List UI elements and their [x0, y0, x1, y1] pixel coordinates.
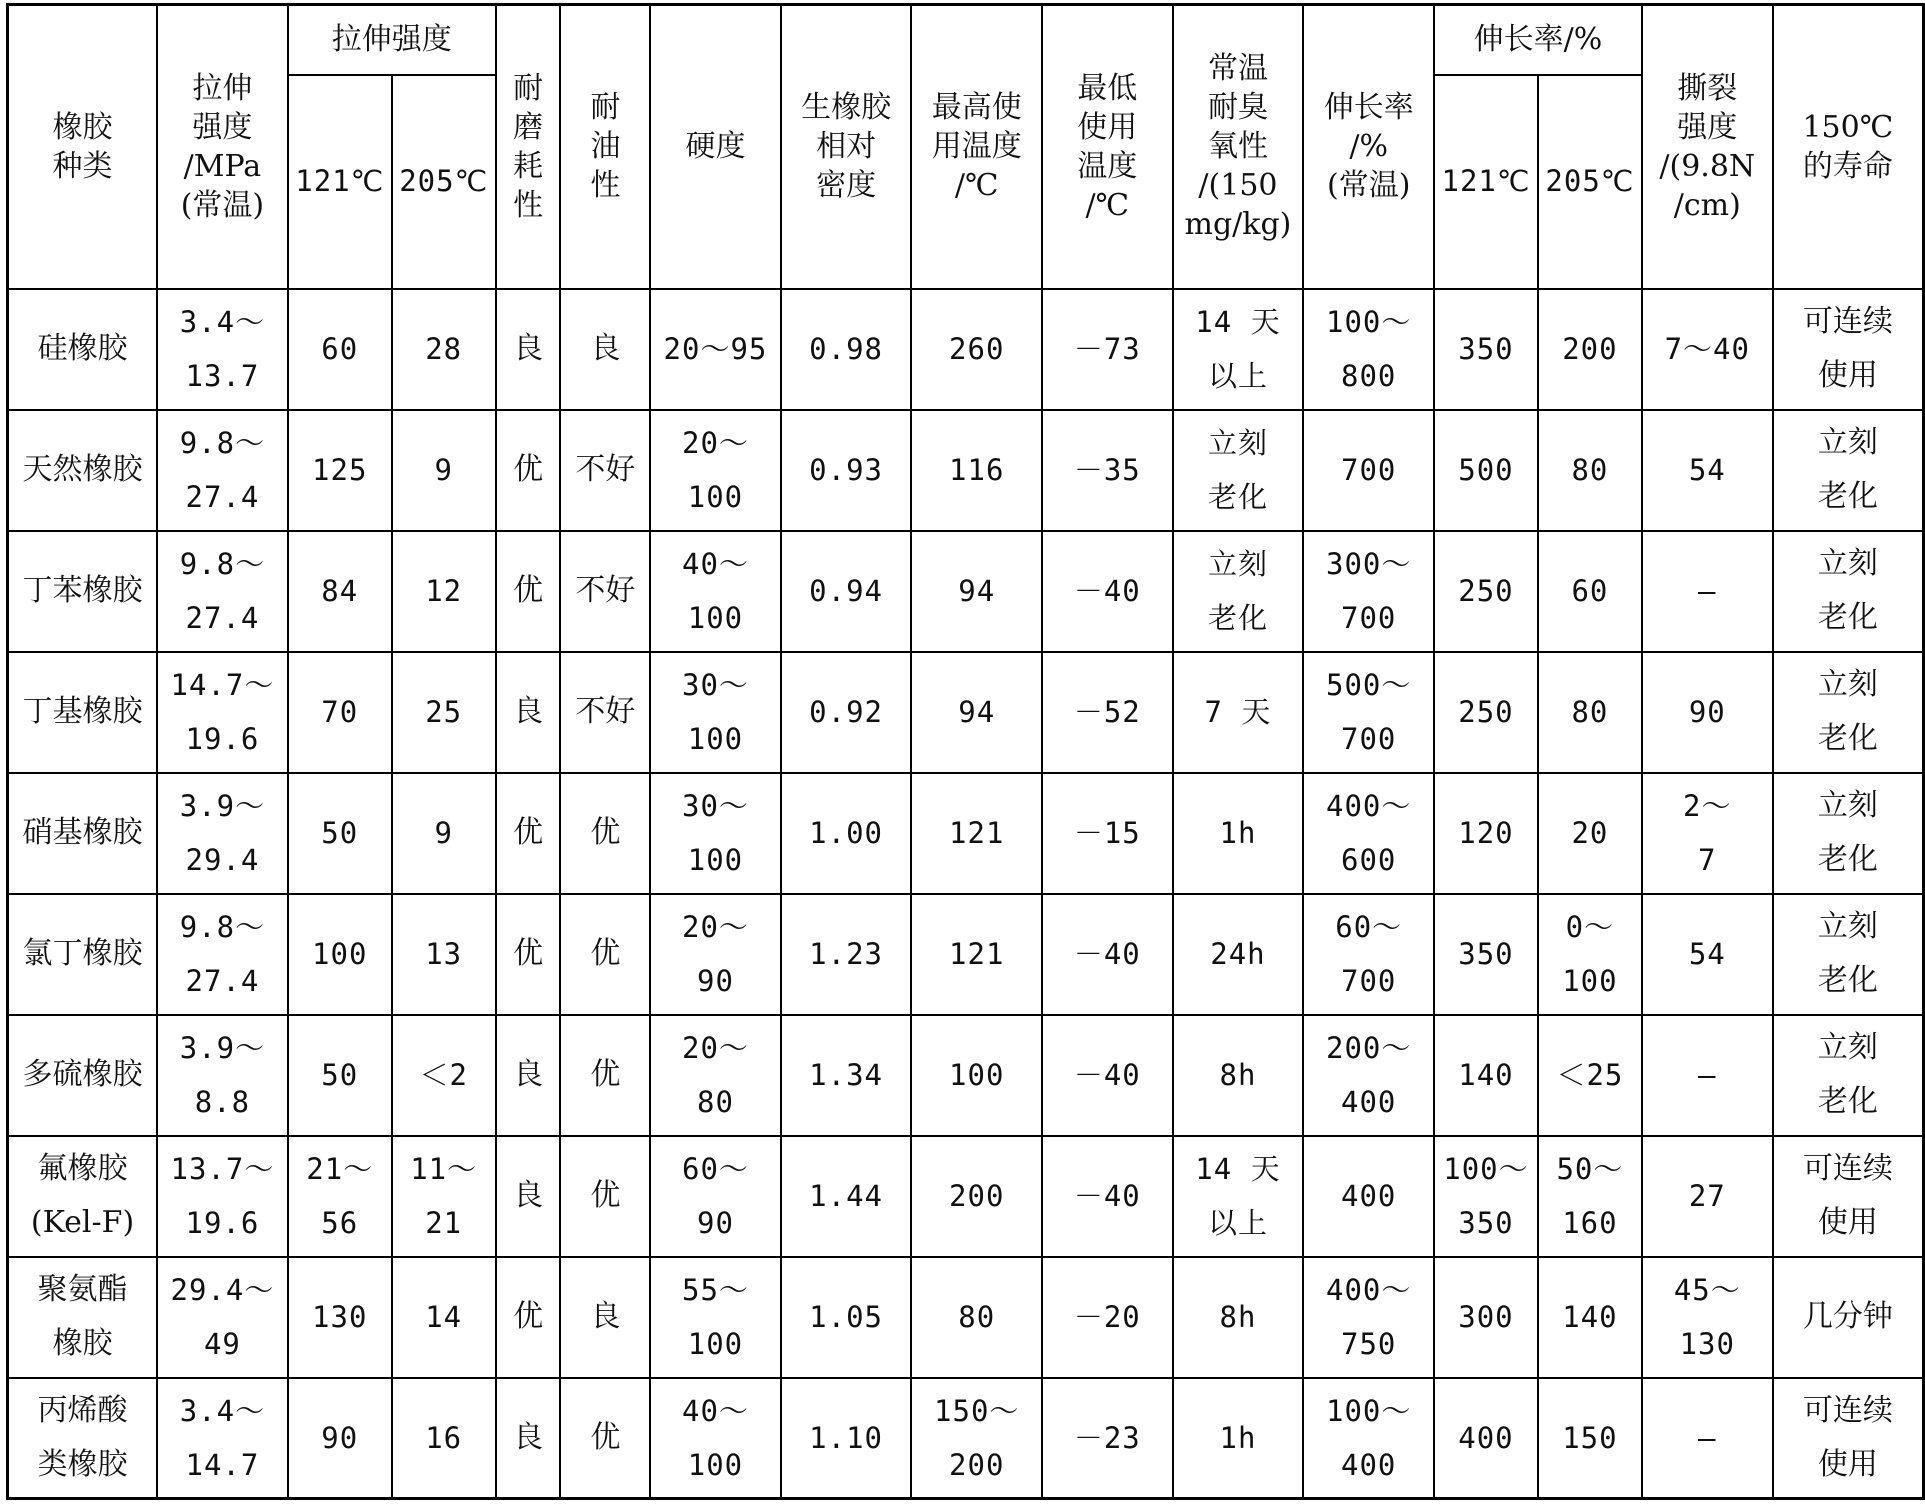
- cell-life: 立刻 老化: [1773, 894, 1924, 1015]
- cell-e121: 120: [1434, 773, 1538, 894]
- cell-hardness: 20～ 80: [650, 1015, 781, 1136]
- cell-tear: 2～ 7: [1642, 773, 1773, 894]
- cell-name: 丁基橡胶: [8, 652, 158, 773]
- cell-name: 氟橡胶 (Kel-F): [8, 1136, 158, 1257]
- header-tensile-121c: 121℃: [288, 75, 392, 289]
- cell-t121: 60: [288, 289, 392, 410]
- cell-tensile: 3.9～ 8.8: [157, 1015, 288, 1136]
- cell-abrasion: 优: [496, 531, 561, 652]
- table-row: [8, 652, 1924, 773]
- cell-t121: 70: [288, 652, 392, 773]
- cell-name: 硅橡胶: [8, 289, 158, 410]
- cell-min-temp: －73: [1042, 289, 1172, 410]
- header-elongation-group: 伸长率/%: [1434, 5, 1642, 75]
- header-elongation-room-temp: 伸长率 /% (常温): [1303, 5, 1434, 289]
- table-row: [8, 289, 1924, 410]
- cell-life: 立刻 老化: [1773, 531, 1924, 652]
- cell-tear: 27: [1642, 1136, 1773, 1257]
- header-tensile-205c: 205℃: [392, 75, 496, 289]
- cell-tear: —: [1642, 1378, 1773, 1499]
- cell-e121: 300: [1434, 1257, 1538, 1378]
- cell-min-temp: －40: [1042, 531, 1172, 652]
- cell-ozone: 1h: [1173, 1378, 1304, 1499]
- rubber-properties-table: [6, 3, 1925, 1500]
- cell-min-temp: －23: [1042, 1378, 1172, 1499]
- cell-elong: 60～ 700: [1303, 894, 1434, 1015]
- cell-tear: 45～ 130: [1642, 1257, 1773, 1378]
- cell-ozone: 7 天: [1173, 652, 1304, 773]
- cell-t205: 13: [392, 894, 496, 1015]
- cell-e121: 500: [1434, 410, 1538, 531]
- cell-e121: 400: [1434, 1378, 1538, 1499]
- cell-max-temp: 121: [911, 894, 1042, 1015]
- cell-t205: 16: [392, 1378, 496, 1499]
- cell-oil: 优: [560, 1136, 650, 1257]
- header-min-temp: 最低 使用 温度 /℃: [1042, 5, 1172, 289]
- cell-name: 聚氨酯 橡胶: [8, 1257, 158, 1378]
- cell-name: 多硫橡胶: [8, 1015, 158, 1136]
- header-ozone: 常温 耐臭 氧性 /(150 mg/kg): [1173, 5, 1304, 289]
- cell-elong: 100～ 800: [1303, 289, 1434, 410]
- cell-abrasion: 良: [496, 1015, 561, 1136]
- cell-oil: 不好: [560, 531, 650, 652]
- header-oil-resistance: 耐 油 性: [560, 5, 650, 289]
- cell-hardness: 20～ 90: [650, 894, 781, 1015]
- cell-density: 1.34: [781, 1015, 912, 1136]
- cell-life: 可连续 使用: [1773, 1136, 1924, 1257]
- cell-oil: 不好: [560, 652, 650, 773]
- cell-name: 硝基橡胶: [8, 773, 158, 894]
- cell-max-temp: 116: [911, 410, 1042, 531]
- cell-hardness: 55～ 100: [650, 1257, 781, 1378]
- cell-max-temp: 94: [911, 652, 1042, 773]
- cell-min-temp: －40: [1042, 1015, 1172, 1136]
- cell-e205: 200: [1538, 289, 1642, 410]
- cell-t205: 11～ 21: [392, 1136, 496, 1257]
- cell-tear: 7～40: [1642, 289, 1773, 410]
- cell-density: 1.05: [781, 1257, 912, 1378]
- cell-tear: 54: [1642, 894, 1773, 1015]
- cell-max-temp: 121: [911, 773, 1042, 894]
- cell-max-temp: 94: [911, 531, 1042, 652]
- table-row: [8, 410, 1924, 531]
- cell-density: 1.23: [781, 894, 912, 1015]
- cell-tensile: 9.8～ 27.4: [157, 894, 288, 1015]
- cell-name: 丙烯酸 类橡胶: [8, 1378, 158, 1499]
- cell-hardness: 60～ 90: [650, 1136, 781, 1257]
- cell-e205: 150: [1538, 1378, 1642, 1499]
- cell-density: 0.93: [781, 410, 912, 531]
- cell-min-temp: －40: [1042, 1136, 1172, 1257]
- cell-hardness: 40～ 100: [650, 1378, 781, 1499]
- cell-tear: 54: [1642, 410, 1773, 531]
- cell-e205: 50～ 160: [1538, 1136, 1642, 1257]
- cell-density: 1.10: [781, 1378, 912, 1499]
- cell-t205: 14: [392, 1257, 496, 1378]
- cell-e121: 350: [1434, 289, 1538, 410]
- table-row: [8, 773, 1924, 894]
- cell-t205: 9: [392, 410, 496, 531]
- cell-hardness: 20～ 100: [650, 410, 781, 531]
- cell-hardness: 30～ 100: [650, 652, 781, 773]
- cell-t121: 90: [288, 1378, 392, 1499]
- cell-elong: 700: [1303, 410, 1434, 531]
- cell-t121: 21～ 56: [288, 1136, 392, 1257]
- cell-tear: 90: [1642, 652, 1773, 773]
- cell-tensile: 3.4～ 14.7: [157, 1378, 288, 1499]
- cell-elong: 400: [1303, 1136, 1434, 1257]
- cell-e121: 350: [1434, 894, 1538, 1015]
- cell-e205: 140: [1538, 1257, 1642, 1378]
- cell-life: 立刻 老化: [1773, 410, 1924, 531]
- cell-e121: 140: [1434, 1015, 1538, 1136]
- cell-hardness: 30～ 100: [650, 773, 781, 894]
- cell-ozone: 立刻 老化: [1173, 531, 1304, 652]
- cell-max-temp: 80: [911, 1257, 1042, 1378]
- cell-max-temp: 100: [911, 1015, 1042, 1136]
- cell-abrasion: 优: [496, 1257, 561, 1378]
- cell-density: 1.00: [781, 773, 912, 894]
- cell-abrasion: 良: [496, 1136, 561, 1257]
- cell-abrasion: 良: [496, 652, 561, 773]
- cell-t205: 9: [392, 773, 496, 894]
- table-row: [8, 1015, 1924, 1136]
- cell-oil: 优: [560, 773, 650, 894]
- header-abrasion: 耐 磨 耗 性: [496, 5, 561, 289]
- cell-oil: 优: [560, 1015, 650, 1136]
- cell-tensile: 29.4～ 49: [157, 1257, 288, 1378]
- cell-density: 0.94: [781, 531, 912, 652]
- cell-e205: 0～ 100: [1538, 894, 1642, 1015]
- cell-min-temp: －20: [1042, 1257, 1172, 1378]
- header-tensile-group: 拉伸强度: [288, 5, 496, 75]
- cell-oil: 不好: [560, 410, 650, 531]
- cell-density: 0.92: [781, 652, 912, 773]
- cell-oil: 优: [560, 894, 650, 1015]
- header-max-temp: 最高使 用温度 /℃: [911, 5, 1042, 289]
- cell-name: 丁苯橡胶: [8, 531, 158, 652]
- cell-ozone: 8h: [1173, 1257, 1304, 1378]
- cell-elong: 300～ 700: [1303, 531, 1434, 652]
- cell-life: 可连续 使用: [1773, 289, 1924, 410]
- cell-ozone: 14 天 以上: [1173, 1136, 1304, 1257]
- cell-tensile: 9.8～ 27.4: [157, 531, 288, 652]
- cell-name: 氯丁橡胶: [8, 894, 158, 1015]
- cell-hardness: 40～ 100: [650, 531, 781, 652]
- table-row: [8, 1136, 1924, 1257]
- cell-life: 立刻 老化: [1773, 1015, 1924, 1136]
- cell-abrasion: 良: [496, 1378, 561, 1499]
- cell-tensile: 14.7～ 19.6: [157, 652, 288, 773]
- header-tear-strength: 撕裂 强度 /(9.8N /cm): [1642, 5, 1773, 289]
- cell-ozone: 1h: [1173, 773, 1304, 894]
- cell-max-temp: 200: [911, 1136, 1042, 1257]
- cell-e205: 80: [1538, 410, 1642, 531]
- cell-abrasion: 良: [496, 289, 561, 410]
- cell-tear: —: [1642, 1015, 1773, 1136]
- cell-e205: 80: [1538, 652, 1642, 773]
- cell-tensile: 3.4～ 13.7: [157, 289, 288, 410]
- header-tensile-room-temp: 拉伸 强度 /MPa (常温): [157, 5, 288, 289]
- cell-abrasion: 优: [496, 894, 561, 1015]
- cell-life: 立刻 老化: [1773, 652, 1924, 773]
- cell-abrasion: 优: [496, 410, 561, 531]
- header-rubber-type: 橡胶 种类: [8, 5, 158, 289]
- table-row: [8, 894, 1924, 1015]
- cell-tear: —: [1642, 531, 1773, 652]
- header-elongation-121c: 121℃: [1434, 75, 1538, 289]
- cell-tensile: 13.7～ 19.6: [157, 1136, 288, 1257]
- cell-t205: 12: [392, 531, 496, 652]
- cell-t205: ＜2: [392, 1015, 496, 1136]
- cell-t121: 100: [288, 894, 392, 1015]
- cell-life: 几分钟: [1773, 1257, 1924, 1378]
- cell-oil: 良: [560, 1257, 650, 1378]
- cell-e121: 250: [1434, 652, 1538, 773]
- cell-e205: ＜25: [1538, 1015, 1642, 1136]
- cell-density: 0.98: [781, 289, 912, 410]
- table-row: [8, 1257, 1924, 1378]
- cell-max-temp: 260: [911, 289, 1042, 410]
- cell-t121: 130: [288, 1257, 392, 1378]
- cell-e121: 100～ 350: [1434, 1136, 1538, 1257]
- cell-e121: 250: [1434, 531, 1538, 652]
- header-density: 生橡胶 相对 密度: [781, 5, 912, 289]
- table-row: [8, 531, 1924, 652]
- cell-tensile: 3.9～ 29.4: [157, 773, 288, 894]
- cell-tensile: 9.8～ 27.4: [157, 410, 288, 531]
- cell-ozone: 24h: [1173, 894, 1304, 1015]
- cell-elong: 100～ 400: [1303, 1378, 1434, 1499]
- cell-min-temp: －15: [1042, 773, 1172, 894]
- cell-elong: 400～ 600: [1303, 773, 1434, 894]
- cell-ozone: 14 天 以上: [1173, 289, 1304, 410]
- cell-min-temp: －35: [1042, 410, 1172, 531]
- header-elongation-205c: 205℃: [1538, 75, 1642, 289]
- table-container: [6, 3, 1925, 1500]
- cell-t205: 25: [392, 652, 496, 773]
- cell-min-temp: －52: [1042, 652, 1172, 773]
- cell-elong: 500～ 700: [1303, 652, 1434, 773]
- cell-density: 1.44: [781, 1136, 912, 1257]
- cell-oil: 优: [560, 1378, 650, 1499]
- cell-hardness: 20～95: [650, 289, 781, 410]
- cell-elong: 200～ 400: [1303, 1015, 1434, 1136]
- cell-t121: 84: [288, 531, 392, 652]
- cell-max-temp: 150～ 200: [911, 1378, 1042, 1499]
- table-row: [8, 1378, 1924, 1499]
- cell-t121: 125: [288, 410, 392, 531]
- cell-elong: 400～ 750: [1303, 1257, 1434, 1378]
- cell-ozone: 8h: [1173, 1015, 1304, 1136]
- header-hardness: 硬度: [650, 5, 781, 289]
- cell-life: 立刻 老化: [1773, 773, 1924, 894]
- cell-e205: 60: [1538, 531, 1642, 652]
- cell-min-temp: －40: [1042, 894, 1172, 1015]
- table-body: [8, 289, 1924, 1499]
- cell-t121: 50: [288, 773, 392, 894]
- header-life-150c: 150℃ 的寿命: [1773, 5, 1924, 289]
- cell-oil: 良: [560, 289, 650, 410]
- cell-life: 可连续 使用: [1773, 1378, 1924, 1499]
- cell-name: 天然橡胶: [8, 410, 158, 531]
- cell-ozone: 立刻 老化: [1173, 410, 1304, 531]
- cell-t121: 50: [288, 1015, 392, 1136]
- cell-e205: 20: [1538, 773, 1642, 894]
- cell-abrasion: 优: [496, 773, 561, 894]
- cell-t205: 28: [392, 289, 496, 410]
